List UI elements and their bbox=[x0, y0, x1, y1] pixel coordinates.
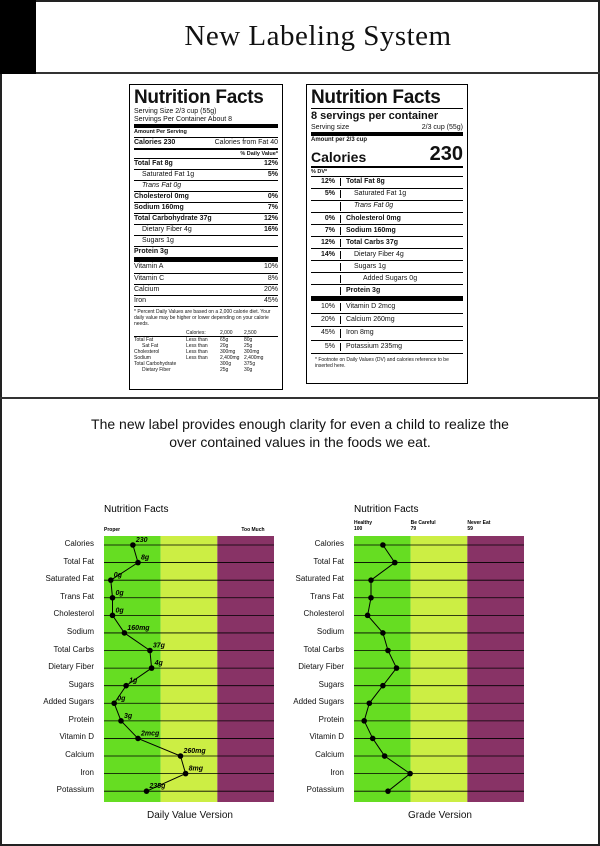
new-vitamin-row bbox=[311, 300, 463, 313]
old-table-cell: Total Carbohydrate bbox=[134, 360, 177, 367]
old-vitamin-label: Vitamin A bbox=[134, 263, 164, 271]
data-label: 0g bbox=[115, 607, 124, 615]
new-vitamin-row bbox=[311, 326, 463, 339]
category-label: Sugars bbox=[68, 679, 94, 689]
data-point bbox=[135, 560, 141, 566]
old-vitamin-label: Vitamin C bbox=[134, 274, 165, 282]
category-label: Calories bbox=[64, 539, 94, 548]
data-label: 0g bbox=[115, 589, 124, 597]
new-row-dv: 5% bbox=[311, 190, 341, 198]
zone-header: Never Eat bbox=[467, 520, 491, 526]
data-point bbox=[110, 595, 116, 601]
old-row-label: Dietary Fiber 4g bbox=[142, 226, 192, 234]
new-vitamin-label: Calcium 260mg bbox=[346, 316, 395, 324]
new-vitamin-dv: 5% bbox=[311, 343, 341, 351]
old-row-dv: 16% bbox=[263, 226, 278, 234]
old-row-dv: 5% bbox=[267, 171, 278, 179]
new-row-label: Saturated Fat 1g bbox=[354, 190, 407, 198]
old-row-label: Sodium 160mg bbox=[134, 204, 184, 212]
data-point bbox=[365, 613, 371, 619]
data-point bbox=[123, 683, 129, 689]
zone-band bbox=[467, 536, 524, 802]
new-row-label: Trans Fat 0g bbox=[354, 202, 394, 210]
old-calories-fat: Calories from Fat 40 bbox=[214, 138, 278, 146]
category-label: Protein bbox=[68, 714, 94, 724]
old-table-head-cell: 2,000 bbox=[220, 329, 233, 336]
new-label-row bbox=[311, 248, 463, 260]
data-point bbox=[118, 718, 124, 724]
new-vitamin-dv: 45% bbox=[311, 329, 341, 337]
zone-header: Proper bbox=[104, 527, 121, 533]
data-point bbox=[122, 630, 128, 636]
data-point bbox=[385, 788, 391, 794]
new-row-dv bbox=[311, 263, 341, 271]
data-point bbox=[382, 753, 388, 759]
data-point bbox=[178, 753, 184, 759]
old-row-label: Trans Fat 0g bbox=[142, 182, 182, 190]
category-label: Saturated Fat bbox=[45, 574, 94, 584]
old-label-row bbox=[134, 158, 278, 169]
data-point bbox=[111, 700, 117, 706]
category-label: Added Sugars bbox=[293, 697, 344, 707]
old-table-cell: Cholesterol bbox=[134, 348, 160, 355]
data-label: 3g bbox=[124, 712, 133, 720]
old-label-title: Nutrition Facts bbox=[134, 87, 264, 108]
category-label: Vitamin D bbox=[309, 732, 344, 742]
old-row-dv: 12% bbox=[263, 160, 278, 168]
old-row-dv: 0% bbox=[267, 193, 278, 201]
old-footnote: * Percent Daily Values are based on a 2,000 calorie diet. Your daily value may be higher or lower depending on your calorie needs. bbox=[134, 308, 271, 327]
old-vitamin-row bbox=[134, 261, 278, 272]
old-table-head-cell: 2,500 bbox=[244, 329, 257, 336]
category-label: Calcium bbox=[315, 750, 344, 759]
category-label: Sodium bbox=[66, 626, 94, 636]
header-accent-block bbox=[0, 0, 36, 74]
new-calories-value: 230 bbox=[429, 142, 463, 165]
data-label: 260mg bbox=[183, 748, 206, 756]
category-label: Dietary Fiber bbox=[298, 662, 344, 672]
old-label-row bbox=[134, 213, 278, 224]
data-label: 1g bbox=[129, 677, 138, 685]
old-vitamin-dv: 45% bbox=[263, 296, 278, 304]
data-point bbox=[370, 736, 376, 742]
category-label: Sugars bbox=[318, 679, 344, 689]
data-label: 8g bbox=[141, 554, 150, 562]
new-label-row bbox=[311, 272, 463, 284]
category-label: Cholesterol bbox=[303, 609, 344, 619]
zone-band bbox=[217, 536, 274, 802]
old-row-label: Total Fat 8g bbox=[134, 160, 173, 168]
data-label: 37g bbox=[152, 642, 165, 650]
old-table-cell: 25g bbox=[220, 366, 229, 373]
new-label-row bbox=[311, 200, 463, 212]
category-label: Total Carbs bbox=[303, 644, 344, 654]
category-label: Cholesterol bbox=[53, 609, 94, 619]
old-row-label: Cholesterol 0mg bbox=[134, 193, 189, 201]
data-label: 4g bbox=[154, 660, 163, 668]
category-label: Calcium bbox=[65, 750, 94, 759]
old-table-cell: 2,400mg bbox=[244, 354, 264, 361]
old-vitamin-dv: 8% bbox=[267, 274, 278, 282]
description: The new label provides enough clarity for even a child to realize the over contained values in the foods we eat. bbox=[91, 416, 509, 450]
new-footnote: * Footnote on Daily Values (DV) and calories reference to be inserted here. bbox=[315, 356, 449, 369]
new-label-row bbox=[311, 212, 463, 224]
data-point bbox=[183, 771, 189, 777]
old-label-row bbox=[134, 224, 278, 235]
old-vitamin-row bbox=[134, 273, 278, 284]
old-table-cell: 20g bbox=[220, 342, 229, 349]
new-vitamin-dv: 20% bbox=[311, 316, 341, 324]
data-point bbox=[130, 542, 136, 548]
old-table-cell: 80g bbox=[244, 336, 253, 343]
old-table-cell: 375g bbox=[244, 360, 256, 367]
old-label-row bbox=[134, 202, 278, 213]
category-label: Iron bbox=[80, 767, 94, 777]
new-label-row bbox=[311, 188, 463, 200]
old-table-cell: Less than bbox=[186, 354, 208, 361]
new-label-row bbox=[311, 176, 463, 188]
new-row-dv: 7% bbox=[311, 227, 341, 235]
new-row-dv bbox=[311, 202, 341, 210]
category-label: Trans Fat bbox=[60, 591, 94, 601]
chart-svg bbox=[100, 500, 280, 820]
new-vitamin-dv: 10% bbox=[311, 303, 341, 311]
data-point bbox=[380, 630, 386, 636]
data-point bbox=[135, 736, 141, 742]
old-row-label: Saturated Fat 1g bbox=[142, 171, 195, 179]
grade-chart bbox=[293, 500, 530, 821]
header bbox=[0, 0, 600, 74]
data-label: 160mg bbox=[127, 624, 150, 632]
new-label-row bbox=[311, 224, 463, 236]
data-point bbox=[407, 771, 413, 777]
new-row-dv: 12% bbox=[311, 239, 341, 247]
new-row-label: Cholesterol 0mg bbox=[346, 214, 401, 222]
new-row-label: Sugars 1g bbox=[354, 262, 386, 270]
chart-caption: Grade Version bbox=[408, 810, 472, 821]
chart-caption: Daily Value Version bbox=[147, 810, 233, 821]
data-label: 0g bbox=[117, 695, 126, 703]
data-point bbox=[367, 700, 373, 706]
category-label: Trans Fat bbox=[310, 591, 344, 601]
new-vitamin-row bbox=[311, 340, 463, 353]
old-vitamin-row bbox=[134, 295, 278, 306]
data-label: 2mcg bbox=[141, 730, 160, 738]
new-label-row bbox=[311, 284, 463, 296]
data-point bbox=[110, 613, 116, 619]
zone-band bbox=[354, 536, 411, 802]
zone-header: 59 bbox=[467, 526, 473, 532]
old-table-cell: Total Fat bbox=[134, 336, 154, 343]
daily-value-chart bbox=[43, 500, 280, 821]
labels-section bbox=[0, 74, 600, 399]
old-row-dv: 7% bbox=[267, 204, 278, 212]
category-label: Total Carbs bbox=[53, 644, 94, 654]
data-point bbox=[394, 665, 400, 671]
zone-header: Be Careful bbox=[410, 520, 436, 526]
category-label: Total Fat bbox=[313, 556, 344, 566]
new-vitamin-label: Potassium 235mg bbox=[346, 342, 403, 350]
zone-header: Too Much bbox=[241, 527, 265, 533]
old-table-cell: 65g bbox=[220, 336, 229, 343]
old-table-row bbox=[134, 367, 278, 373]
old-table-head bbox=[134, 330, 278, 337]
old-row-label: Total Carbohydrate 37g bbox=[134, 215, 212, 223]
new-row-label: Protein 3g bbox=[346, 286, 381, 294]
old-serving-size: Serving Size 2/3 cup (55g) bbox=[134, 108, 217, 115]
old-table-cell: 2,400mg bbox=[220, 354, 240, 361]
old-table-cell: 300g bbox=[220, 360, 232, 367]
old-dv-header: % Daily Value* bbox=[240, 150, 278, 157]
new-row-dv: 14% bbox=[311, 251, 341, 259]
old-amount: Amount Per Serving bbox=[134, 129, 187, 136]
old-table-cell: Less than bbox=[186, 342, 208, 349]
new-label-title: Nutrition Facts bbox=[311, 87, 441, 108]
new-serving-label: Serving size bbox=[311, 123, 350, 131]
new-row-dv: 12% bbox=[311, 178, 341, 186]
new-row-label: Sodium 160mg bbox=[346, 226, 396, 234]
old-table-cell: Sodium bbox=[134, 354, 151, 361]
data-label: 8mg bbox=[188, 765, 204, 773]
old-table-head-cell: Calories: bbox=[186, 329, 206, 336]
old-label-row bbox=[134, 169, 278, 180]
category-label: Saturated Fat bbox=[295, 574, 344, 584]
new-amount: Amount per 2/3 cup bbox=[311, 136, 368, 143]
data-point bbox=[147, 648, 153, 654]
data-point bbox=[144, 788, 150, 794]
new-row-label: Total Carbs 37g bbox=[346, 238, 398, 246]
data-point bbox=[368, 595, 374, 601]
old-vitamin-dv: 10% bbox=[263, 263, 278, 271]
new-row-dv bbox=[311, 287, 341, 295]
new-dv-header: % DV* bbox=[311, 168, 328, 175]
old-nutrition-label bbox=[129, 84, 283, 390]
zone-header: 79 bbox=[410, 526, 417, 532]
old-table-cell: 300mg bbox=[244, 348, 260, 355]
data-point bbox=[385, 648, 391, 654]
old-table-cell: 300mg bbox=[220, 348, 236, 355]
data-label: 0g bbox=[113, 572, 122, 580]
old-vitamin-label: Iron bbox=[134, 296, 147, 304]
new-row-dv bbox=[311, 275, 341, 283]
new-row-label: Total Fat 8g bbox=[346, 178, 385, 186]
category-label: Added Sugars bbox=[43, 697, 94, 707]
data-point bbox=[108, 577, 114, 583]
category-label: Total Fat bbox=[63, 556, 94, 566]
old-row-dv: 12% bbox=[263, 215, 278, 223]
data-point bbox=[380, 542, 386, 548]
new-row-label: Added Sugars 0g bbox=[363, 274, 418, 282]
new-serving-value: 2/3 cup (55g) bbox=[421, 123, 463, 131]
old-calories: Calories 230 bbox=[134, 138, 176, 146]
new-servings: 8 servings per container bbox=[311, 108, 463, 124]
category-label: Sodium bbox=[316, 626, 344, 636]
old-table-cell: Dietary Fiber bbox=[142, 366, 171, 373]
zone-header: Healthy bbox=[354, 520, 373, 526]
category-label: Iron bbox=[330, 767, 344, 777]
page-title: New Labeling System bbox=[184, 20, 452, 52]
category-label: Potassium bbox=[306, 785, 344, 795]
old-table-cell: 30g bbox=[244, 366, 253, 373]
old-vitamin-row bbox=[134, 284, 278, 295]
new-vitamin-row bbox=[311, 313, 463, 326]
zone-band bbox=[411, 536, 468, 802]
new-vitamin-label: Vitamin D 2mcg bbox=[346, 303, 396, 311]
old-row-label: Protein 3g bbox=[134, 248, 169, 256]
new-vitamin-label: Iron 8mg bbox=[346, 329, 374, 337]
old-table-cell: 25g bbox=[244, 342, 253, 349]
old-row-label: Sugars 1g bbox=[142, 237, 174, 245]
new-nutrition-label bbox=[306, 84, 468, 384]
data-point bbox=[392, 560, 398, 566]
data-point bbox=[380, 683, 386, 689]
old-servings: Servings Per Container About 8 bbox=[134, 116, 233, 124]
old-label-row bbox=[134, 246, 278, 257]
old-label-row bbox=[134, 191, 278, 202]
old-label-row bbox=[134, 235, 278, 246]
old-label-row bbox=[134, 180, 278, 191]
chart-svg bbox=[350, 500, 530, 820]
data-label: 230 bbox=[135, 537, 148, 544]
new-label-row bbox=[311, 236, 463, 248]
new-label-row bbox=[311, 260, 463, 272]
category-label: Potassium bbox=[56, 785, 94, 795]
category-label: Vitamin D bbox=[59, 732, 94, 742]
category-label: Dietary Fiber bbox=[48, 662, 94, 672]
zone-band bbox=[161, 536, 218, 802]
old-table-cell: Less than bbox=[186, 336, 208, 343]
zone-header: 100 bbox=[354, 526, 363, 532]
new-row-label: Dietary Fiber 4g bbox=[354, 250, 404, 258]
chart-title: Nutrition Facts bbox=[354, 504, 419, 515]
old-vitamin-label: Calcium bbox=[134, 285, 160, 293]
data-point bbox=[361, 718, 367, 724]
chart-title: Nutrition Facts bbox=[104, 504, 169, 515]
category-label: Protein bbox=[318, 714, 344, 724]
old-table-cell: Less than bbox=[186, 348, 208, 355]
new-row-dv: 0% bbox=[311, 215, 341, 223]
category-label: Calories bbox=[314, 539, 344, 548]
new-calories-label: Calories bbox=[311, 149, 367, 166]
old-table-cell: Sat Fat bbox=[142, 342, 159, 349]
old-vitamin-dv: 20% bbox=[263, 285, 278, 293]
data-point bbox=[368, 577, 374, 583]
data-point bbox=[149, 665, 155, 671]
data-label: 235g bbox=[149, 783, 166, 791]
old-table-cell bbox=[186, 367, 220, 373]
